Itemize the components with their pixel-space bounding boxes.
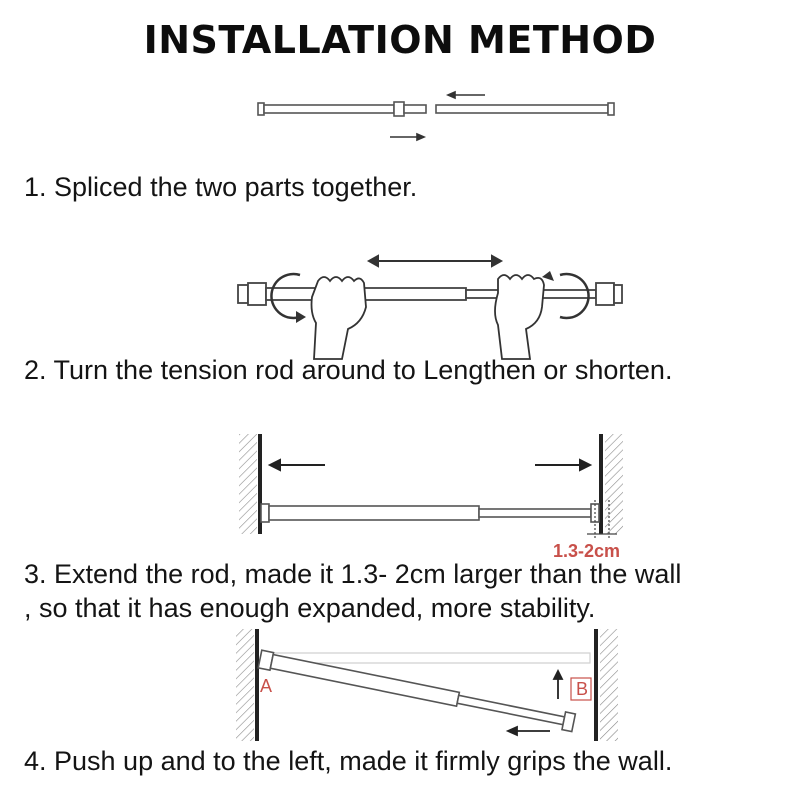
point-a-label: A xyxy=(260,676,273,696)
extend-rod-illustration xyxy=(235,430,645,565)
twist-rod-illustration xyxy=(230,245,630,360)
step-3-text-line-1: 3. Extend the rod, made it 1.3- 2cm larger than the wall xyxy=(24,559,682,589)
splice-rods-illustration xyxy=(240,85,630,145)
page-title: INSTALLATION METHOD xyxy=(143,18,657,62)
step-4-text: 4. Push up and to the left, made it firmly grips the wall. xyxy=(24,746,673,776)
push-rod-illustration xyxy=(230,625,625,745)
point-b-label: B xyxy=(576,679,589,699)
step-1-text: 1. Spliced the two parts together. xyxy=(24,172,418,202)
step-2-text: 2. Turn the tension rod around to Lengthen or shorten. xyxy=(24,355,673,385)
measurement-label: 1.3-2cm xyxy=(553,541,621,561)
step-3-text-line-2: , so that it has enough expanded, more stability. xyxy=(24,593,596,623)
